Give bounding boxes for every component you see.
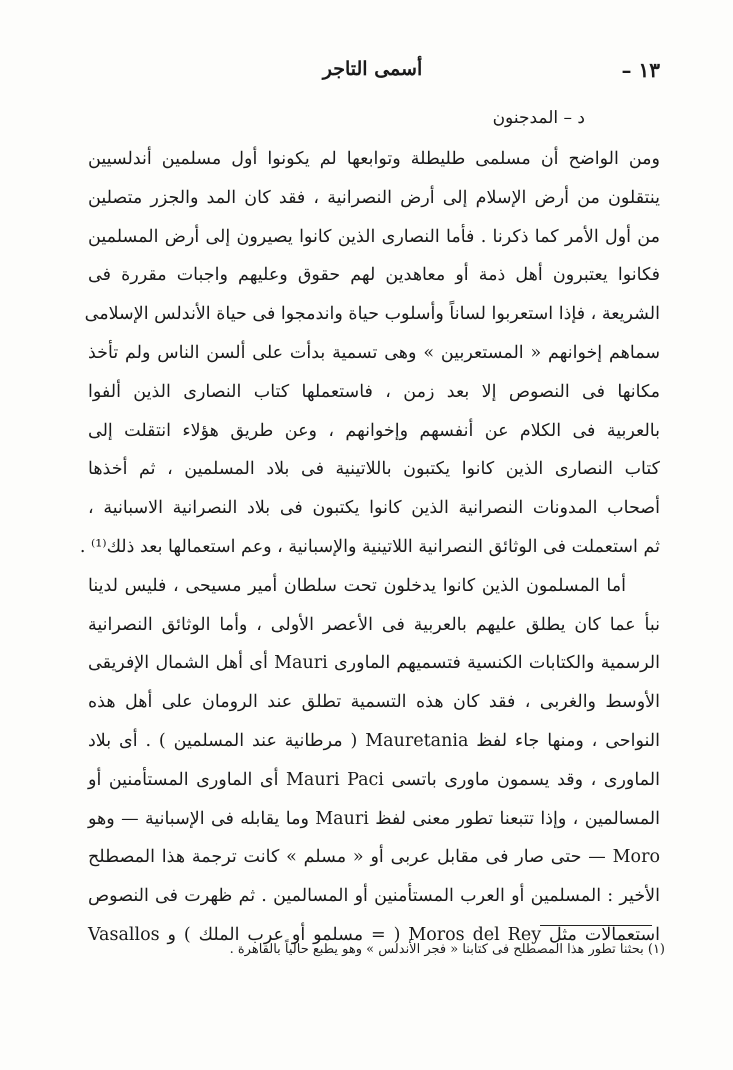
- text-line: أما المسلمون الذين كانوا يدخلون تحت سلطان أمير مسيحى ، فليس لدينا: [88, 575, 626, 596]
- footnote: (١) بحثنا تطور هذا المصطلح فى كتابنا « فجر الأندلس » وهو يطبع حالياً بالقاهرة .: [229, 942, 665, 957]
- text-line: Moro — حتى صار فى مقابل عربى أو « مسلم » كانت ترجمة هذا المصطلح: [88, 847, 660, 868]
- text-line: فكانوا يعتبرون أهل ذمة أو معاهدين لهم حقوق وعليهم واجبات مقررة فى: [88, 265, 660, 286]
- text-line: كتاب النصارى الذين كانوا يكتبون باللاتينية فى بلاد المسلمين ، ثم أخذها: [88, 459, 660, 480]
- text-line: الماورى ، وقد يسمون ماورى باتسى Mauri Paci أى الماورى المستأمنين أو: [88, 769, 660, 790]
- body-text: [79, 140, 661, 955]
- text-line: الشريعة ، فإذا استعربوا لساناً وأسلوب حياة واندمجوا فى حياة الأندلس الإسلامى: [84, 304, 660, 325]
- text-line: سماهم إخوانهم « المستعربين » وهى تسمية بدأت على ألسن الناس ولم تأخذ: [88, 342, 660, 363]
- running-title: أسمى التاجر: [322, 58, 423, 80]
- text-line: المسالمين ، وإذا تتبعنا تطور معنى لفظ Mauri وما يقابله فى الإسبانية — وهو: [88, 808, 660, 829]
- text-line: بالعربية فى الكلام عن أنفسهم وإخوانهم ، وعن طريق هؤلاء انتقلت إلى: [88, 420, 660, 441]
- text-line: استعمالات مثل Moros del Rey ( = مسلمو أو عرب الملك ) و Vasallos: [88, 924, 660, 945]
- page-number: ١٣ –: [621, 58, 660, 82]
- text-line: أصحاب المدونات النصرانية الذين كانوا يكتبون فى بلاد النصرانية الاسبانية ،: [88, 498, 660, 519]
- page-header: [85, 58, 660, 88]
- text-line: النواحى ، ومنها جاء لفظ Mauretania ( مرطانية عند المسلمين ) . أى بلاد: [88, 730, 661, 751]
- text-line: من أول الأمر كما ذكرنا . فأما النصارى الذين كانوا يصيرون إلى أرض المسلمين: [88, 226, 660, 247]
- text-line: الأوسط والغربى ، فقد كان هذه التسمية تطلق عند الرومان على أهل هذه: [88, 692, 660, 713]
- text-line: الأخير : المسلمين أو العرب المستأمنين أو المسالمين . ثم ظهرت فى النصوص: [88, 886, 660, 907]
- section-subheading: د – المدجنون: [492, 108, 585, 128]
- text-line: ثم استعملت فى الوثائق النصرانية اللاتينية والإسبانية ، وعم استعمالها بعد ذلك⁽¹⁾ .: [79, 536, 660, 557]
- text-line: ينتقلون من أرض الإسلام إلى أرض النصرانية ، فقد كان المد والجزر متصلين: [88, 187, 660, 208]
- text-line: ومن الواضح أن مسلمى طليطلة وتوابعها لم يكونوا أول مسلمين أندلسيين: [88, 149, 660, 169]
- footnote-divider: [540, 925, 652, 926]
- text-line: مكانها فى النصوص إلا بعد زمن ، فاستعملها كتاب النصارى الذين ألفوا: [88, 381, 660, 402]
- text-line: الرسمية والكتابات الكنسية فتسميهم الماورى Mauri أى أهل الشمال الإفريقى: [88, 653, 660, 674]
- text-line: نبأ عما كان يطلق عليهم بالعربية فى الأعصر الأولى ، وأما الوثائق النصرانية: [88, 614, 660, 635]
